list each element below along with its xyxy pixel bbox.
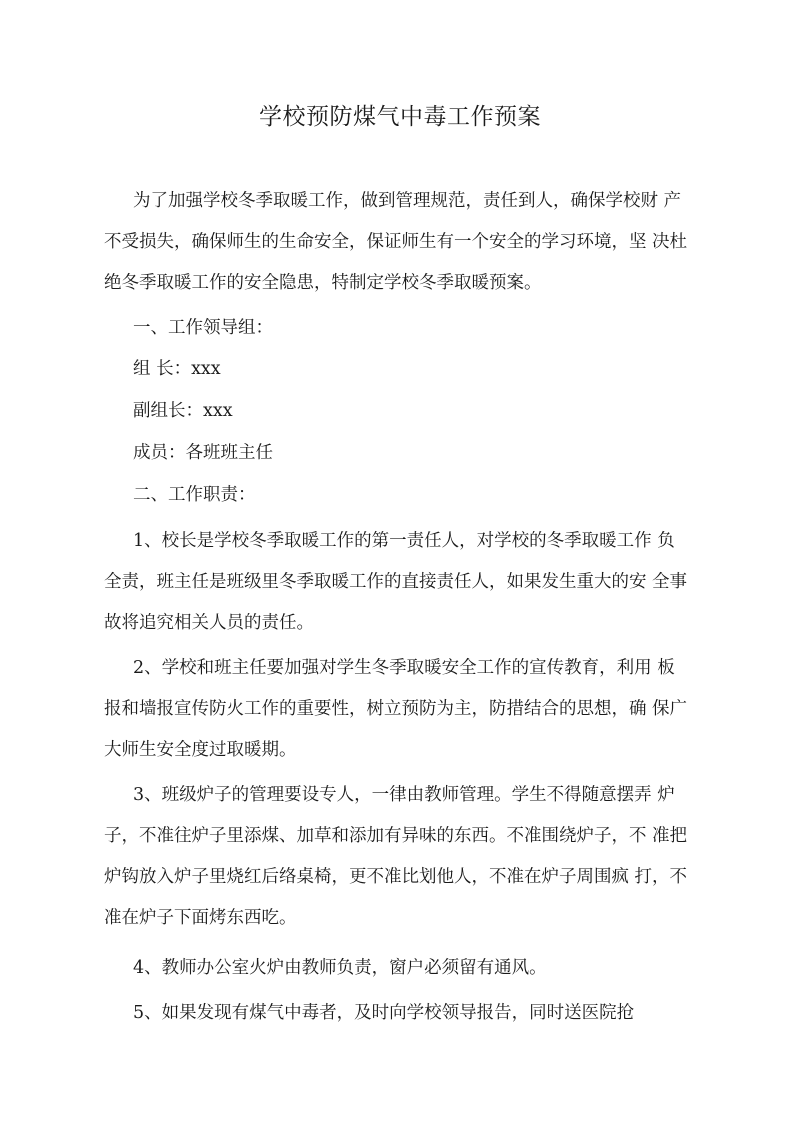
paragraph-line: 为了加强学校冬季取暖工作，做到管理规范，责任到人，确保学校财 产 <box>133 191 682 211</box>
section-heading: 二、工作职责： <box>133 485 256 505</box>
paragraph-line: 子，不准往炉子里添煤、加草和添加有异味的东西。不准围绕炉子，不 准把 <box>104 826 688 846</box>
paragraph-line: 炉钩放入炉子里烧红后络桌椅，更不准比划他人，不准在炉子周围疯 打，不 <box>104 867 688 887</box>
paragraph-line: 1、校长是学校冬季取暖工作的第一责任人，对学校的冬季取暖工作 负 <box>133 531 675 551</box>
paragraph-line: 故将追究相关人员的责任。 <box>104 613 314 633</box>
leader-line: 组 长：xxx <box>133 359 221 379</box>
paragraph-line: 准在炉子下面烤东西吃。 <box>104 908 297 928</box>
deputy-leader-line: 副组长：xxx <box>133 401 233 421</box>
paragraph-line: 全责，班主任是班级里冬季取暖工作的直接责任人，如果发生重大的安 全事 <box>104 572 688 592</box>
section-heading: 一、工作领导组： <box>133 318 273 338</box>
paragraph-line: 4、教师办公室火炉由教师负责，窗户必须留有通风。 <box>133 958 547 978</box>
paragraph-line: 不受损失，确保师生的生命安全，保证师生有一个安全的学习环境，坚 决杜 <box>104 232 688 252</box>
members-line: 成员：各班班主任 <box>133 443 273 463</box>
paragraph-line: 2、学校和班主任要加强对学生冬季取暖安全工作的宣传教育，利用 板 <box>133 658 675 678</box>
paragraph-line: 绝冬季取暖工作的安全隐患，特制定学校冬季取暖预案。 <box>104 273 542 293</box>
paragraph-line: 3、班级炉子的管理要设专人，一律由教师管理。学生不得随意摆弄 炉 <box>133 785 675 805</box>
paragraph-line: 大师生安全度过取暖期。 <box>104 740 297 760</box>
document-title: 学校预防煤气中毒工作预案 <box>259 104 541 130</box>
paragraph-line: 报和墙报宣传防火工作的重要性，树立预防为主，防措结合的思想，确 保广 <box>104 699 688 719</box>
paragraph-line: 5、如果发现有煤气中毒者，及时向学校领导报告，同时送医院抢 <box>133 1003 635 1023</box>
